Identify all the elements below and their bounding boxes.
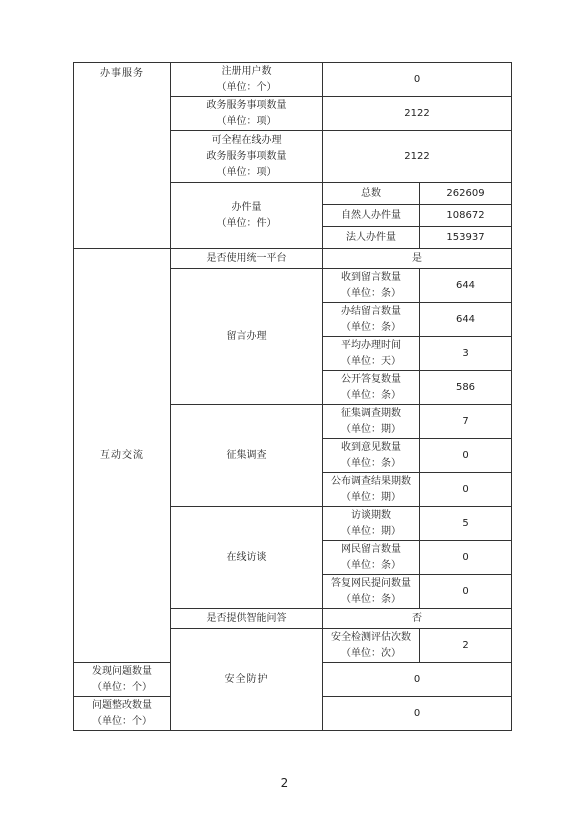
row-value: 否	[323, 609, 512, 629]
table-row	[74, 63, 512, 97]
row-label: 问题整改数量 （单位：个）	[74, 697, 171, 731]
row-value: 2122	[323, 131, 512, 183]
table-row	[74, 249, 512, 269]
sub-label: 公开答复数量 （单位：条）	[323, 371, 420, 405]
sub-value: 644	[420, 303, 512, 337]
sub-value: 644	[420, 269, 512, 303]
sub-label: 收到留言数量 （单位：条）	[323, 269, 420, 303]
sub-label: 网民留言数量 （单位：条）	[323, 541, 420, 575]
sub-label: 答复网民提问数量 （单位：条）	[323, 575, 420, 609]
sub-label: 办结留言数量 （单位：条）	[323, 303, 420, 337]
category-service: 办事服务	[74, 63, 171, 249]
row-label: 办件量 （单位：件）	[171, 183, 323, 249]
row-value: 2122	[323, 97, 512, 131]
row-value: 0	[323, 663, 512, 697]
sub-value: 3	[420, 337, 512, 371]
sub-label: 自然人办件量	[323, 205, 420, 227]
category-interaction: 互动交流	[74, 249, 171, 663]
group-label-surveys: 征集调查	[171, 405, 323, 507]
row-value: 2	[420, 629, 512, 663]
row-value: 0	[323, 697, 512, 731]
sub-value: 108672	[420, 205, 512, 227]
sub-label: 公布调查结果期数 （单位：期）	[323, 473, 420, 507]
row-value: 是	[323, 249, 512, 269]
sub-label: 访谈期数 （单位：期）	[323, 507, 420, 541]
sub-value: 7	[420, 405, 512, 439]
row-label: 是否使用统一平台	[171, 249, 323, 269]
sub-label: 法人办件量	[323, 227, 420, 249]
category-security: 安全防护	[171, 629, 323, 731]
row-label: 注册用户数 （单位：个）	[171, 63, 323, 97]
group-label-interviews: 在线访谈	[171, 507, 323, 609]
sub-label: 收到意见数量 （单位：条）	[323, 439, 420, 473]
row-label: 安全检测评估次数 （单位：次）	[323, 629, 420, 663]
statistics-table	[73, 62, 512, 731]
row-label: 可全程在线办理 政务服务事项数量 （单位：项）	[171, 131, 323, 183]
sub-value: 0	[420, 473, 512, 507]
sub-value: 262609	[420, 183, 512, 205]
sub-value: 0	[420, 439, 512, 473]
group-label-messages: 留言办理	[171, 269, 323, 405]
sub-label: 征集调查期数 （单位：期）	[323, 405, 420, 439]
row-label: 是否提供智能问答	[171, 609, 323, 629]
sub-value: 0	[420, 575, 512, 609]
sub-value: 586	[420, 371, 512, 405]
row-value: 0	[323, 63, 512, 97]
row-label: 政务服务事项数量 （单位：项）	[171, 97, 323, 131]
sub-value: 0	[420, 541, 512, 575]
sub-label: 平均办理时间 （单位：天）	[323, 337, 420, 371]
page-number: 2	[280, 776, 289, 790]
row-label: 发现问题数量 （单位：个）	[74, 663, 171, 697]
sub-value: 5	[420, 507, 512, 541]
sub-label: 总数	[323, 183, 420, 205]
sub-value: 153937	[420, 227, 512, 249]
